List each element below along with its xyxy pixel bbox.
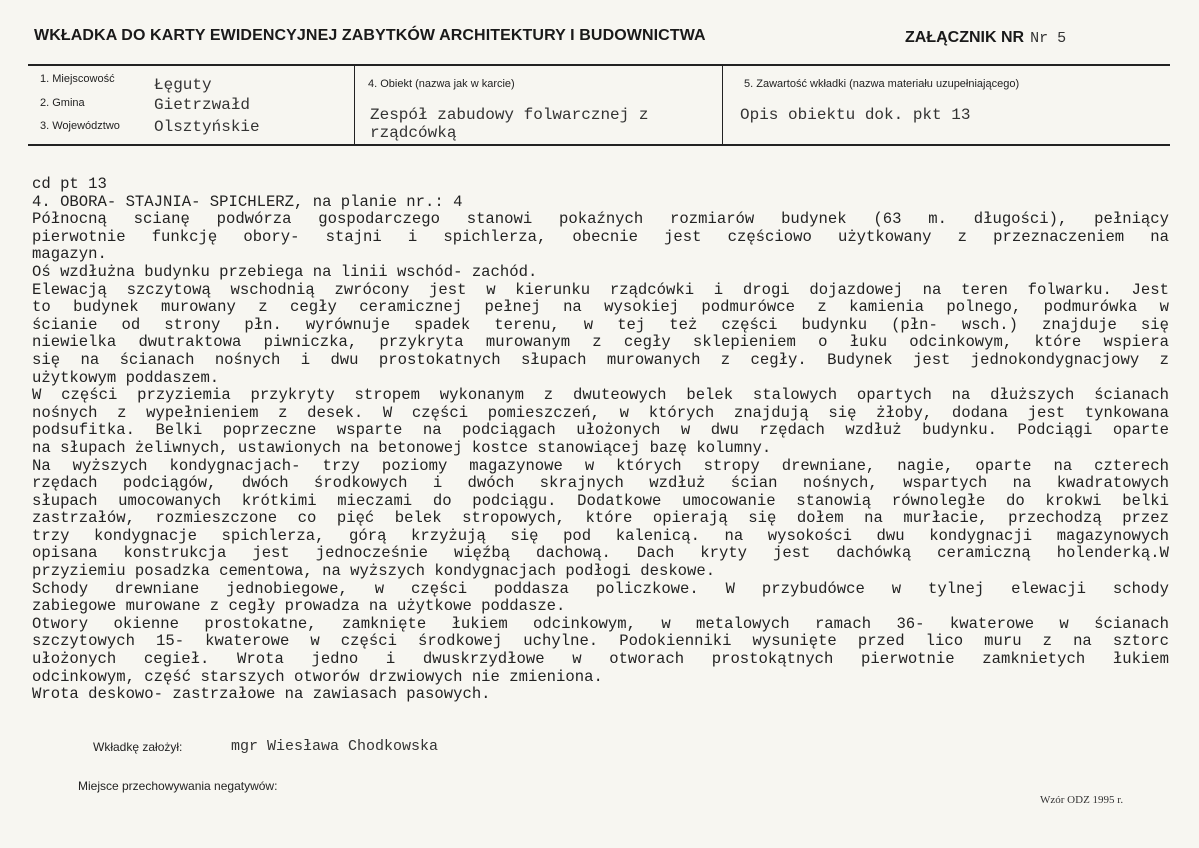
miejscowosc-value: Łęguty: [154, 76, 212, 94]
form-bottom-rule: [28, 144, 1170, 146]
text-line: słupach umocowanych krótkimi mieczami do podciągu. Dodatkowe umocowanie stanowią równoległe do krokwi belki: [32, 491, 1169, 510]
text-line: odcinkowym, część starszych otworów drzwiowych nie zmieniona.: [32, 667, 603, 686]
text-line: cd pt 13: [32, 175, 107, 193]
obiekt-label: 4. Obiekt (nazwa jak w karcie): [368, 78, 515, 90]
text-line: przyziemiu posadzka cementowa, na wyższych kondygnacjach podłogi deskowe.: [32, 562, 716, 581]
text-line: Północną scianę podwórza gospodarczego stanowi pokaźnych rozmiarów budynek (63 m. długości), pełniący: [32, 210, 1169, 229]
document-title: WKŁADKA DO KARTY EWIDENCYJNEJ ZABYTKÓW ARCHITEKTURY I BUDOWNICTWA: [34, 27, 706, 44]
text-line: magazyn.: [32, 245, 107, 264]
author-label: Wkładkę założył:: [93, 740, 183, 754]
text-line: się na ścianach nośnych i dwu prostokatnych słupach murowanych z cegły. Budynek jest jednokondygnacjowy z: [32, 350, 1169, 369]
miejscowosc-label: 1. Miejscowość: [40, 73, 115, 85]
text-line: zabiegowe murowane z cegły prowadza na użytkowe poddasze.: [32, 597, 566, 616]
attachment-number: [905, 29, 1066, 47]
wojewodztwo-value: Olsztyńskie: [154, 118, 260, 136]
form-divider-1: [354, 66, 355, 144]
text-line: pierwotnie funkcję obory- stajni i spichlerza, obecnie jest częściowo użytkowany z przeznaczeniem na: [32, 227, 1169, 246]
text-line: 4. OBORA- STAJNIA- SPICHLERZ, na planie nr.: 4: [32, 192, 463, 211]
text-line: ścianie od strony płn. wyrównuje spadek terenu, w tej też części budynku (płn- wsch.) znajduje się: [32, 315, 1169, 334]
text-line: niewielka dwutraktowa piwniczka, przykryta murowanym z cegły sklepieniem o łuku odcinkowym, które wspiera: [32, 333, 1169, 352]
author-value: mgr Wiesława Chodkowska: [231, 738, 439, 755]
wojewodztwo-label: 3. Województwo: [40, 120, 120, 132]
text-line: ułożonych cegieł. Wrota jedno i dwuskrzydłowe w otworach prostokątnych pierwotnie zamknietych łukiem: [32, 650, 1169, 669]
text-line: szczytowych 15- kwaterowe w części środkowej uchylne. Podokienniki wysunięte przed lico muru z na sztorc: [32, 632, 1169, 651]
text-line: użytkowym poddaszem.: [32, 368, 220, 387]
text-line: Elewacją szczytową wschodnią zwrócony jest w kierunku rządcówki i drogi dojazdowej na teren folwarku. Jest: [32, 280, 1169, 299]
obiekt-value-line1: Zespół zabudowy folwarcznej z: [370, 106, 649, 124]
text-line: W części przyziemia przykryty stropem wykonanym z dwuteowych belek stalowych opartych na dłuższych ścianach: [32, 386, 1169, 405]
zawartosc-label: 5. Zawartość wkładki (nazwa materiału uzupełniającego): [744, 78, 1020, 90]
text-line: to budynek murowany z cegły ceramicznej pełnej na wysokiej podmurówce z kamienia polnego, podmurówka w: [32, 298, 1169, 317]
obiekt-value-line2: rządcówką: [370, 124, 457, 142]
text-line: Wrota deskowo- zastrzałowe na zawiasach pasowych.: [32, 685, 491, 704]
text-line: Na wyższych kondygnacjach- trzy poziomy magazynowe w których stropy drewniane, nagie, oparte na czterech: [32, 456, 1169, 475]
text-line: podsufitka. Belki poprzeczne wsparte na podciągach ułożonych w dwu rzędach wzdłuż budynku. Podciągi oparte: [32, 421, 1169, 440]
text-line: nośnych z wypełnieniem z desek. W części pomieszczeń, w których znajdują się żłoby, dodana jest tynkowana: [32, 403, 1169, 422]
text-line: na słupach żeliwnych, ustawionych na betonowej kostce stanowiącej bazę kolumny.: [32, 438, 772, 457]
gmina-value: Gietrzwałd: [154, 96, 251, 114]
text-line: opisana konstrukcja jest jednocześnie więźbą dachową. Dach kryty jest dachówką ceramiczną holenderką.W: [32, 544, 1169, 563]
text-line: rzędach podciągów, dwóch środkowych i dwóch skrajnych wzdłuż ścian nośnych, wspartych na kwadratowych: [32, 474, 1169, 493]
negatives-label: Miejsce przechowywania negatywów:: [78, 779, 278, 793]
form-divider-2: [722, 66, 723, 144]
text-line: trzy kondygnacje spichlerza, górą krzyżują się pod kalenicą. na wysokości dwu kondygnacji magazynowych: [32, 526, 1169, 545]
gmina-label: 2. Gmina: [40, 97, 85, 109]
description-text: [32, 176, 1169, 704]
text-line: Otwory okienne prostokatne, zamknięte łukiem odcinkowym, w metalowych ramach 36- kwaterowe w ścianach: [32, 614, 1169, 633]
text-line: zastrzałów, rozmieszczone co pięć belek stropowych, które opierają się dołem na murłacie, przechodzą przez: [32, 509, 1169, 528]
zawartosc-value: Opis obiektu dok. pkt 13: [740, 106, 971, 124]
form-top-rule: [28, 64, 1170, 66]
attachment-label: ZAŁĄCZNIK NR: [905, 29, 1025, 46]
text-line: Oś wzdłużna budynku przebiega na linii wschód- zachód.: [32, 262, 538, 281]
text-line: Schody drewniane jednobiegowe, w części poddasza policzkowe. W przybudówce w tylnej elewacji schody: [32, 579, 1169, 598]
attachment-value: Nr 5: [1030, 30, 1067, 47]
form-model-note: Wzór ODZ 1995 r.: [1040, 794, 1124, 806]
